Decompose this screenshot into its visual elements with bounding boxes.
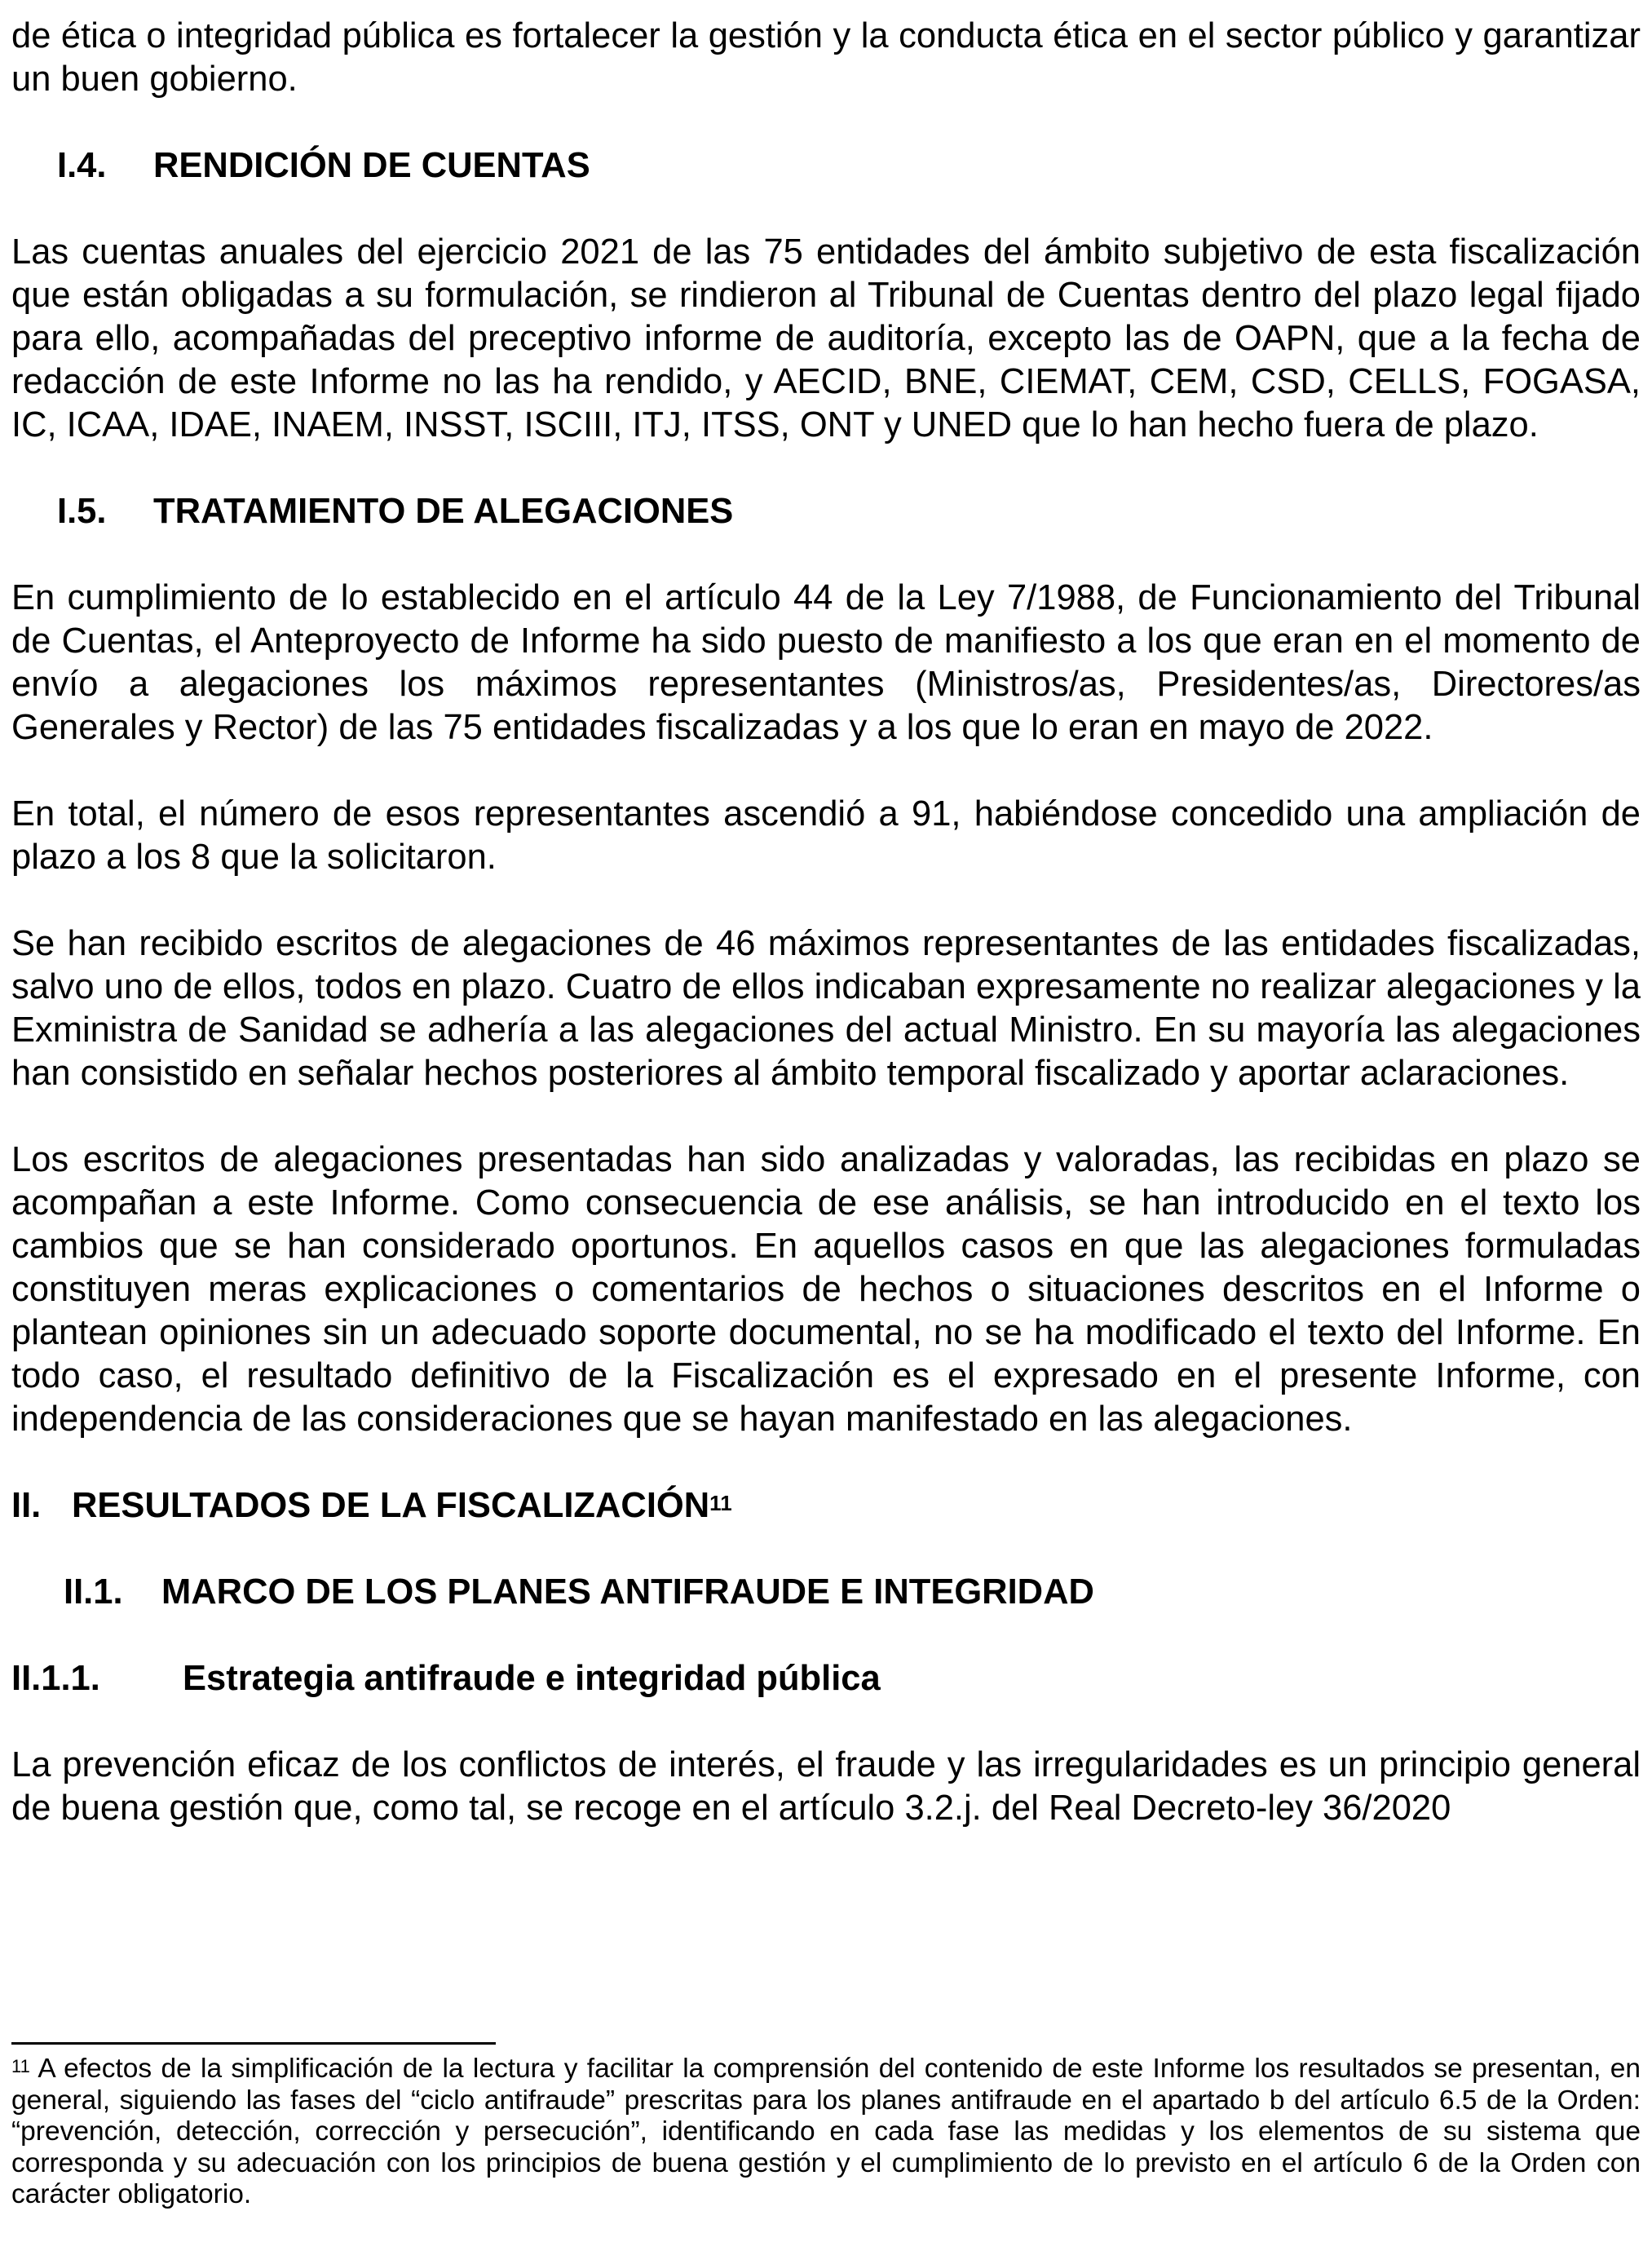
paragraph: Se han recibido escritos de alegaciones de 46 máximos representantes de las entidades fiscalizadas, salvo uno de ellos, todos en plazo. Cuatro de ellos indicaban expresamente no realizar alegaciones y la Exministra de Sanidad se adhería a las alegaciones del actual Ministro. En su mayoría las alegaciones han consistido en señalar hechos posteriores al ámbito temporal fiscalizado y aportar aclaraciones.	[11, 924, 1641, 1093]
section-heading-i4	[11, 144, 1641, 188]
footnote-number: 11	[11, 2056, 30, 2076]
section-number: II.1.	[64, 1572, 123, 1612]
paragraph: Las cuentas anuales del ejercicio 2021 de las 75 entidades del ámbito subjetivo de esta fiscalización que están obligadas a su formulación, se rindieron al Tribunal de Cuentas dentro del plazo legal fijado para ello, acompañadas del preceptivo informe de auditoría, excepto las de OAPN, que a la fecha de redacción de este Informe no las ha rendido, y AECID, BNE, CIEMAT, CEM, CSD, CELLS, FOGASA, IC, ICAA, IDAE, INAEM, INSST, ISCIII, ITJ, ITSS, ONT y UNED que lo han hecho fuera de plazo.	[11, 232, 1641, 444]
paragraph: En total, el número de esos representantes ascendió a 91, habiéndose concedido una ampliación de plazo a los 8 que la solicitaron.	[11, 794, 1641, 877]
section-number: I.5.	[57, 492, 107, 531]
section-heading-i5	[11, 490, 1641, 533]
section-heading-ii1	[11, 1571, 1641, 1614]
section-number: I.4.	[57, 146, 107, 185]
section-title: MARCO DE LOS PLANES ANTIFRAUDE E INTEGRIDAD	[161, 1572, 1094, 1612]
footnote-separator	[11, 2042, 496, 2045]
section-heading-ii	[11, 1484, 1641, 1528]
paragraph: Los escritos de alegaciones presentadas han sido analizadas y valoradas, las recibidas en plazo se acompañan a este Informe. Como consecuencia de ese análisis, se han introducido en el texto los cambios que se han considerado oportunos. En aquellos casos en que las alegaciones formuladas constituyen meras explicaciones o comentarios de hechos o situaciones descritos en el Informe o plantean opiniones sin un adecuado soporte documental, no se ha modificado el texto del Informe. En todo caso, el resultado definitivo de la Fiscalización es el expresado en el presente Informe, con independencia de las consideraciones que se hayan manifestado en las alegaciones.	[11, 1140, 1641, 1439]
footnote-reference[interactable]: 11	[709, 1491, 732, 1515]
section-number: II.	[11, 1486, 42, 1525]
footnote-text: A efectos de la simplificación de la lectura y facilitar la comprensión del contenido de este Informe los resultados se presentan, en general, siguiendo las fases del “ciclo antifraude” prescritas para los planes antifraude en el apartado b del artículo 6.5 de la Orden: “prevención, detección, corrección y persecución”, identificando en cada fase las medidas y los elementos de su sistema que corresponda y su adecuación con los principios de buena gestión y el cumplimiento de lo previsto en el artículo 6 de la Orden con carácter obligatorio.	[11, 2054, 1641, 2209]
section-title: RENDICIÓN DE CUENTAS	[153, 146, 590, 185]
section-number: II.1.1.	[11, 1659, 100, 1698]
paragraph: En cumplimiento de lo establecido en el artículo 44 de la Ley 7/1988, de Funcionamiento del Tribunal de Cuentas, el Anteproyecto de Informe ha sido puesto de manifiesto a los que eran en el momento de envío a alegaciones los máximos representantes (Ministros/as, Presidentes/as, Directores/as Generales y Rector) de las 75 entidades fiscalizadas y a los que lo eran en mayo de 2022.	[11, 578, 1641, 747]
section-heading-ii11	[11, 1657, 1641, 1700]
document-page	[11, 15, 1641, 1830]
section-title: TRATAMIENTO DE ALEGACIONES	[153, 492, 734, 531]
section-title-wrap	[72, 1484, 732, 1528]
section-title: RESULTADOS DE LA FISCALIZACIÓN	[72, 1486, 710, 1525]
section-title: Estrategia antifraude e integridad pública	[183, 1659, 881, 1698]
footnote	[11, 2054, 1641, 2211]
paragraph: La prevención eficaz de los conflictos de interés, el fraude y las irregularidades es un principio general de buena gestión que, como tal, se recoge en el artículo 3.2.j. del Real Decreto-ley 36/2020	[11, 1745, 1641, 1828]
intro-paragraph: de ética o integridad pública es fortalecer la gestión y la conducta ética en el sector público y garantizar un buen gobierno.	[11, 16, 1641, 99]
